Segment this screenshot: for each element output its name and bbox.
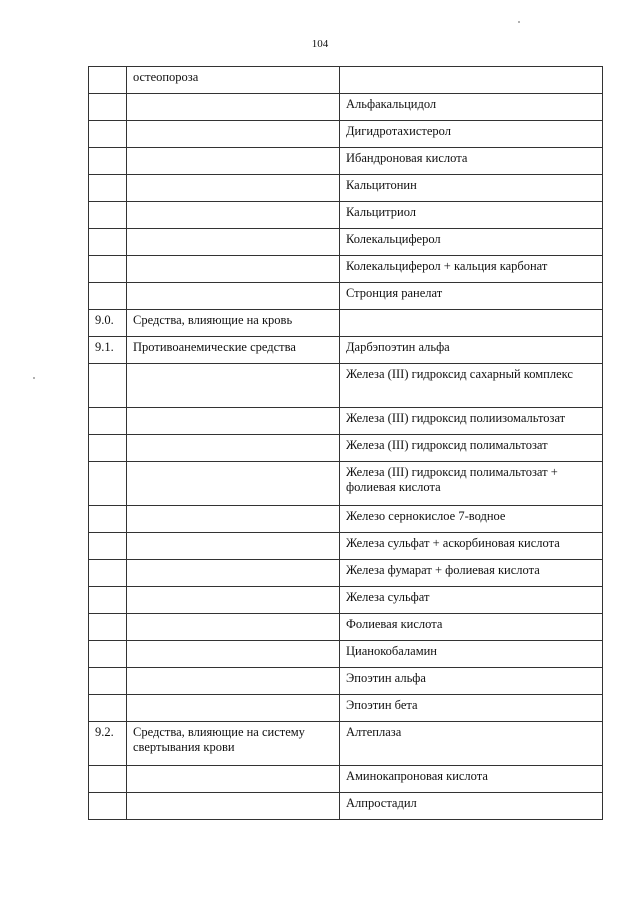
table-row [89, 283, 603, 310]
drug-name-cell: Стронция ранелат [340, 283, 603, 310]
row-number-cell: 9.2. [89, 722, 127, 766]
page-number: 104 [311, 38, 329, 50]
drug-name-cell: Железа фумарат + фолиевая кислота [340, 560, 603, 587]
table-row [89, 766, 603, 793]
drug-name-cell: Алтеплаза [340, 722, 603, 766]
row-number-cell [89, 94, 127, 121]
table-row [89, 408, 603, 435]
row-number-cell [89, 408, 127, 435]
drug-name-cell: Железа (III) гидроксид полимальтозат [340, 435, 603, 462]
drug-name-cell: Железо сернокислое 7-водное [340, 506, 603, 533]
row-number-cell [89, 202, 127, 229]
row-number-cell [89, 614, 127, 641]
table-row [89, 202, 603, 229]
group-name-cell: Средства, влияющие на систему свертывания крови [127, 722, 340, 766]
table-row [89, 614, 603, 641]
group-name-cell [127, 435, 340, 462]
drug-name-cell: Колекальциферол + кальция карбонат [340, 256, 603, 283]
group-name-cell [127, 533, 340, 560]
drug-name-cell: Кальцитонин [340, 175, 603, 202]
row-number-cell [89, 766, 127, 793]
row-number-cell [89, 229, 127, 256]
row-number-cell [89, 462, 127, 506]
row-number-cell [89, 121, 127, 148]
group-name-cell [127, 695, 340, 722]
row-number-cell [89, 148, 127, 175]
table-row [89, 310, 603, 337]
group-name-cell [127, 641, 340, 668]
table-row [89, 435, 603, 462]
group-name-cell: остеопороза [127, 67, 340, 94]
row-number-cell [89, 256, 127, 283]
table-row [89, 722, 603, 766]
drug-name-cell: Дигидротахистерол [340, 121, 603, 148]
scan-speck [33, 377, 35, 379]
group-name-cell [127, 148, 340, 175]
group-name-cell [127, 766, 340, 793]
group-name-cell [127, 229, 340, 256]
drug-name-cell: Кальцитриол [340, 202, 603, 229]
row-number-cell [89, 560, 127, 587]
drug-name-cell: Аминокапроновая кислота [340, 766, 603, 793]
table-row [89, 793, 603, 820]
drug-name-cell: Железа сульфат + аскорбиновая кислота [340, 533, 603, 560]
table-row [89, 462, 603, 506]
group-name-cell [127, 94, 340, 121]
drug-name-cell: Железа (III) гидроксид полиизомальтозат [340, 408, 603, 435]
table-row [89, 560, 603, 587]
table-row [89, 533, 603, 560]
drug-name-cell: Ибандроновая кислота [340, 148, 603, 175]
table-row [89, 121, 603, 148]
drug-name-cell: Эпоэтин альфа [340, 668, 603, 695]
group-name-cell [127, 256, 340, 283]
table-row [89, 94, 603, 121]
table-row [89, 641, 603, 668]
group-name-cell [127, 202, 340, 229]
group-name-cell [127, 793, 340, 820]
group-name-cell: Средства, влияющие на кровь [127, 310, 340, 337]
drug-name-cell: Железа сульфат [340, 587, 603, 614]
table-row [89, 668, 603, 695]
row-number-cell [89, 641, 127, 668]
row-number-cell [89, 175, 127, 202]
table-row [89, 148, 603, 175]
group-name-cell: Противоанемические средства [127, 337, 340, 364]
drug-name-cell: Алпростадил [340, 793, 603, 820]
row-number-cell: 9.0. [89, 310, 127, 337]
group-name-cell [127, 121, 340, 148]
row-number-cell [89, 506, 127, 533]
drug-name-cell: Дарбэпоэтин альфа [340, 337, 603, 364]
row-number-cell [89, 668, 127, 695]
group-name-cell [127, 560, 340, 587]
table-row [89, 229, 603, 256]
table-row [89, 337, 603, 364]
group-name-cell [127, 587, 340, 614]
row-number-cell [89, 67, 127, 94]
drug-name-cell: Альфакальцидол [340, 94, 603, 121]
row-number-cell [89, 587, 127, 614]
row-number-cell [89, 793, 127, 820]
table-row [89, 506, 603, 533]
row-number-cell [89, 283, 127, 310]
drug-list-table [88, 66, 603, 820]
group-name-cell [127, 408, 340, 435]
table-row [89, 256, 603, 283]
drug-name-cell: Эпоэтин бета [340, 695, 603, 722]
table-row [89, 364, 603, 408]
drug-name-cell: Железа (III) гидроксид сахарный комплекс [340, 364, 603, 408]
table-row [89, 695, 603, 722]
drug-name-cell: Железа (III) гидроксид полимальтозат + фолиевая кислота [340, 462, 603, 506]
row-number-cell [89, 435, 127, 462]
group-name-cell [127, 668, 340, 695]
drug-name-cell [340, 67, 603, 94]
table-row [89, 67, 603, 94]
row-number-cell [89, 533, 127, 560]
drug-name-cell: Цианокобаламин [340, 641, 603, 668]
group-name-cell [127, 283, 340, 310]
drug-name-cell: Фолиевая кислота [340, 614, 603, 641]
group-name-cell [127, 462, 340, 506]
table-row [89, 587, 603, 614]
drug-name-cell [340, 310, 603, 337]
drug-name-cell: Колекальциферол [340, 229, 603, 256]
scan-speck [518, 21, 520, 23]
group-name-cell [127, 614, 340, 641]
row-number-cell [89, 364, 127, 408]
table-row [89, 175, 603, 202]
group-name-cell [127, 364, 340, 408]
group-name-cell [127, 506, 340, 533]
group-name-cell [127, 175, 340, 202]
row-number-cell: 9.1. [89, 337, 127, 364]
row-number-cell [89, 695, 127, 722]
